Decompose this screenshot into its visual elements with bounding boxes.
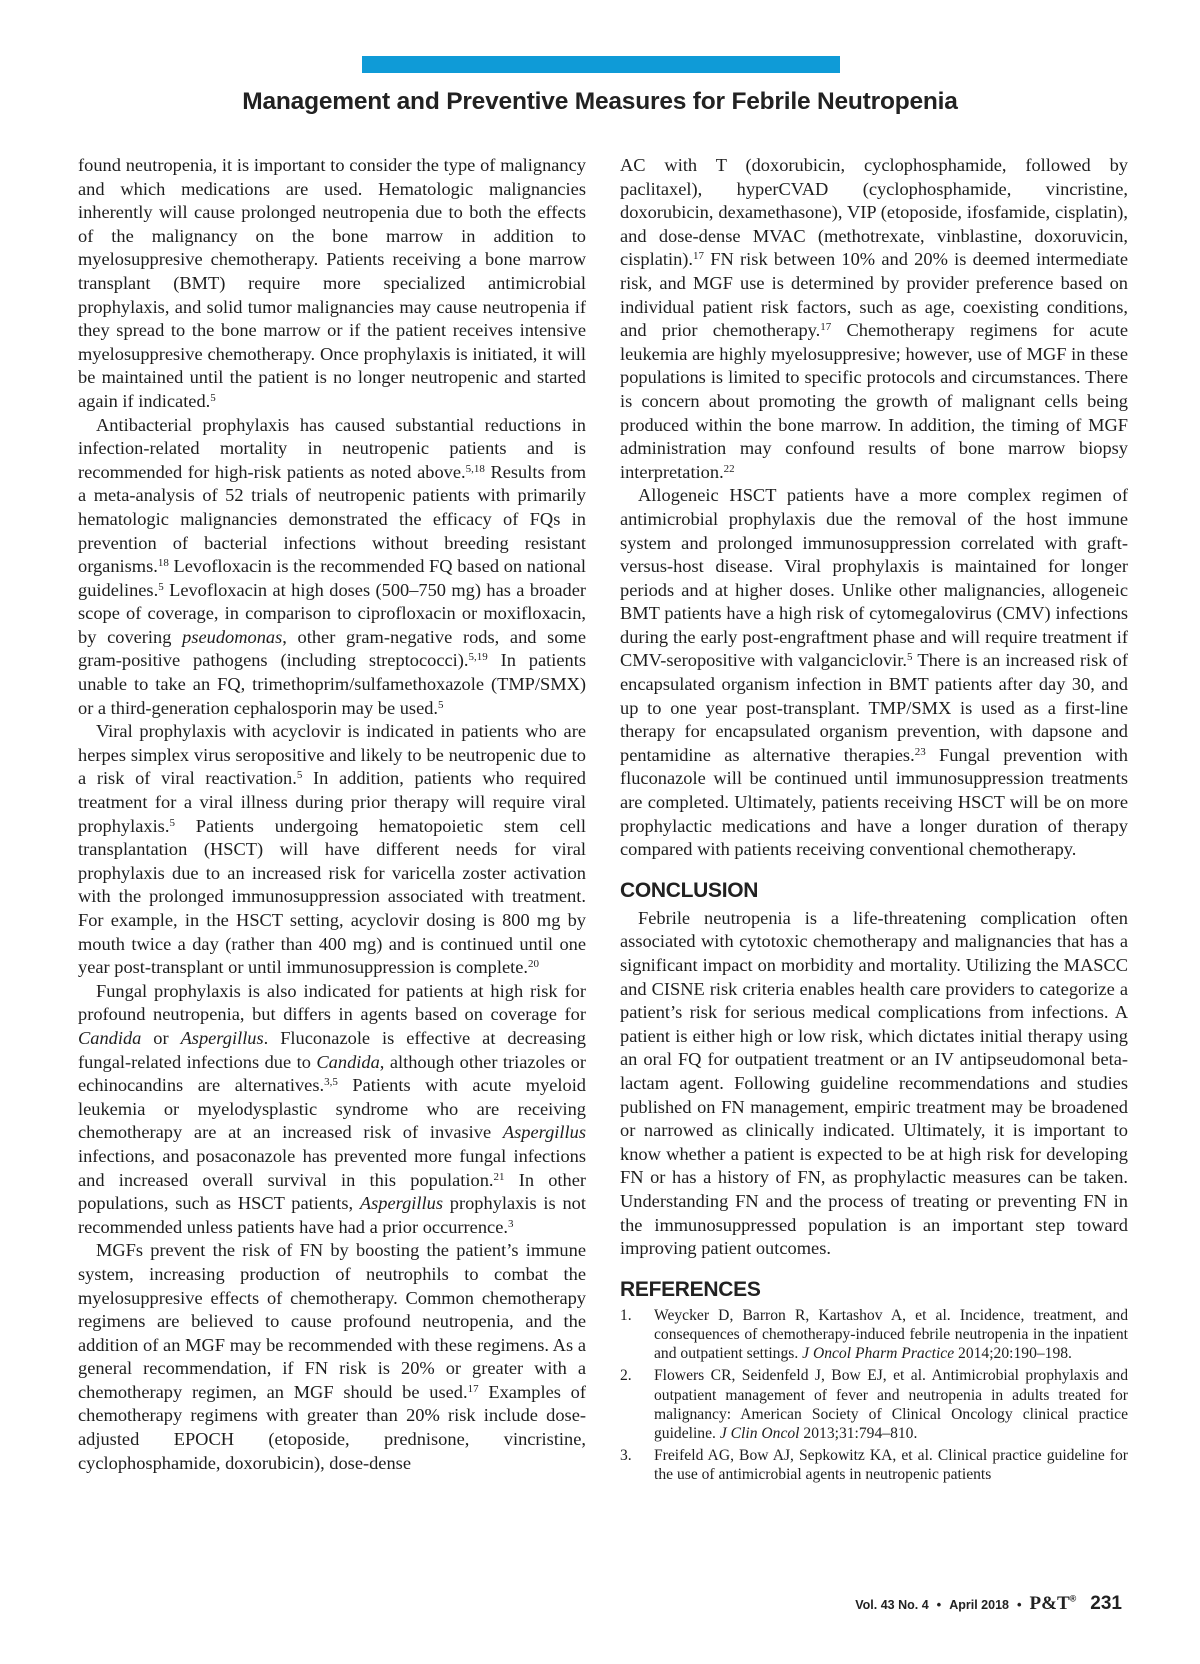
references-heading: REFERENCES	[620, 1277, 761, 1301]
paragraph: Fungal prophylaxis is also indicated for patients at high risk for profound neutropenia, but differs in agents based on coverage for Candida or Aspergillus. Fluconazole is effective at decreasing fungal-related infections due to Candida, although other triazoles or echinocandins are alternatives.$^{3,5}$ Patients with acute myeloid leukemia or myelodysplastic syndrome who are receiving chemotherapy are at an increased risk of invasive Aspergillus infections, and posaconazole has prevented more fungal infections and increased overall survival in this population.$^{21}$ In other populations, such as HSCT patients, Aspergillus prophylaxis is not recommended unless patients have had a prior occurrence.$^3$	[78, 980, 587, 1237]
left-column	[78, 154, 586, 1475]
reference-text: Flowers CR, Seidenfeld J, Bow EJ, et al. Antimicrobial prophylaxis and outpatient management of fever and neutropenia in adults treated for malignancy: American Society of Clinical Oncology clinical practice guideline. J Clin Oncol 2013;31:794–810.	[654, 1367, 1128, 1442]
reference-item	[620, 1366, 1128, 1443]
references-list	[620, 1306, 1128, 1485]
reference-item	[620, 1306, 1128, 1364]
header-accent-bar	[362, 56, 840, 73]
footer-date: April 2018	[949, 1598, 1009, 1612]
reference-text: Freifeld AG, Bow AJ, Sepkowitz KA, et al. Clinical practice guideline for the use of antimicrobial agents in neutropenic patients	[654, 1447, 1128, 1484]
paragraph: Antibacterial prophylaxis has caused substantial reductions in infection-related mortality in neutropenic patients and is recommended for high-risk patients as noted above.$^{5,18}$ Results from a meta-analysis of 52 trials of neutropenic patients with primarily hematologic malignancies demonstrated the efficacy of FQs in prevention of bacterial infections without breeding resistant organisms.$^{18}$ Levofloxacin is the recommended FQ based on national guidelines.$^5$ Levofloxacin at high doses (500–750 mg) has a broader scope of coverage, in comparison to ciprofloxacin or moxifloxacin, by covering pseudomonas, other gram-negative rods, and some gram-positive pathogens (including streptococci).$^{5,19}$ In patients unable to take an FQ, trimethoprim/sulfamethoxazole (TMP/SMX) or a third-generation cephalosporin may be used.$^5$	[78, 414, 586, 718]
paragraph: AC with T (doxorubicin, cyclophosphamide, followed by paclitaxel), hyperCVAD (cyclophosphamide, vincristine, doxorubicin, dexamethasone), VIP (etoposide, ifosfamide, cisplatin), and dose-dense MVAC (methotrexate, vinblastine, doxoruvicin, cisplatin).$^{17}$ FN risk between 10% and 20% is deemed intermediate risk, and MGF use is determined by provider preference based on individual patient risk factors, such as age, coexisting conditions, and prior chemotherapy.$^{17}$ Chemotherapy regimens for acute leukemia are highly myelosuppresive; however, use of MGF in these populations is limited to specific protocols and circumstances. There is concern about promoting the growth of malignant cells being produced within the bone marrow. In addition, the timing of MGF administration may confound results of bone marrow biopsy interpretation.$^{22}$	[620, 155, 1128, 482]
footer-journal: P&T®	[1029, 1593, 1077, 1614]
paragraph: Allogeneic HSCT patients have a more complex regimen of antimicrobial prophylaxis due the removal of the host immune system and prolonged immunosuppression correlated with graft-versus-host disease. Viral prophylaxis is maintained for longer periods and at higher doses. Unlike other malignancies, allogeneic BMT patients have a high risk of cytomegalovirus (CMV) infections during the early post-engraftment phase and will require treatment if CMV-seropositive with valganciclovir.$^5$ There is an increased risk of encapsulated organism infection in BMT patients after day 30, and up to one year post-transplant. TMP/SMX is used as a first-line therapy for encapsulated organism prevention, with dapsone and pentamidine as alternative therapies.$^{23}$ Fungal prevention with fluconazole will be continued until immunosuppression treatments are completed. Ultimately, patients receiving HSCT will be on more prophylactic medications and have a longer duration of therapy compared with patients receiving conventional chemotherapy.	[620, 485, 1128, 860]
page-footer	[855, 1593, 1122, 1615]
conclusion-heading: CONCLUSION	[620, 878, 759, 902]
paragraph: found neutropenia, it is important to consider the type of malignancy and which medications are used. Hematologic malignancies inherently will cause prolonged neutropenia due to both the effects of the malignancy on the bone marrow in addition to myelosuppresive chemotherapy. Patients receiving a bone marrow transplant (BMT) require more specialized antimicrobial prophylaxis, and solid tumor malignancies may cause neutropenia if they spread to the bone marrow or if the patient receives intensive myelosuppresive chemotherapy. Once prophylaxis is initiated, it will be maintained until the patient is no longer neutropenic and started again if indicated.$^5$	[78, 155, 586, 411]
page-number: 231	[1090, 1593, 1122, 1614]
footer-separator: •	[936, 1597, 942, 1612]
paragraph: MGFs prevent the risk of FN by boosting the patient’s immune system, increasing production of neutrophils to combat the myelosuppresive effects of chemotherapy. Common chemotherapy regimens are believed to cause profound neutropenia, and the addition of an MGF may be recommended with these regimens. As a general recommendation, if FN risk is 20% or greater with a chemotherapy regimen, an MGF should be used.$^{17}$ Examples of chemotherapy regimens with greater than 20% risk include dose-adjusted EPOCH (etoposide, prednisone, vincristine, cyclophosphamide, doxorubicin), dose-dense	[78, 1240, 586, 1473]
reference-number: 2.	[620, 1367, 632, 1385]
reference-number: 3.	[620, 1447, 632, 1465]
right-column	[620, 154, 1128, 1488]
reference-text: Weycker D, Barron R, Kartashov A, et al. Incidence, treatment, and consequences of chemotherapy-induced febrile neutropenia in the inpatient and outpatient settings. J Oncol Pharm Practice 2014;20:190–198.	[654, 1306, 1128, 1363]
reference-number: 1.	[620, 1306, 632, 1324]
reference-item	[620, 1446, 1128, 1484]
conclusion-paragraph: Febrile neutropenia is a life-threatening complication often associated with cytotoxic chemotherapy and malignancies that has a significant impact on morbidity and mortality. Utilizing the MASCC and CISNE risk criteria enables health care providers to categorize a patient’s risk for serious medical complications from infections. A patient is either high or low risk, which dictates initial therapy using an oral FQ for outpatient treatment or an IV antipseudomonal beta-lactam agent. Following guideline recommendations and studies published on FN management, empiric treatment may be broadened or narrowed as clinically indicated. Ultimately, it is important to know whether a patient is expected to be at high risk for developing FN or has a history of FN, as prophylactic measures can be taken. Understanding FN and the process of treating or preventing FN in the immunosuppressed population is an important step toward improving patient outcomes.	[620, 907, 1128, 1259]
footer-issue: Vol. 43 No. 4	[855, 1598, 929, 1612]
paragraph: Viral prophylaxis with acyclovir is indicated in patients who are herpes simplex virus seropositive and likely to be neutropenic due to a risk of viral reactivation.$^5$ In addition, patients who required treatment for a viral illness during prior therapy will require viral prophylaxis.$^5$ Patients undergoing hematopoietic stem cell transplantation (HSCT) will have different needs for viral prophylaxis due to an increased risk for varicella zoster activation with the prolonged immunosuppression associated with treatment. For example, in the HSCT setting, acyclovir dosing is 800 mg by mouth twice a day (rather than 400 mg) and is continued until one year post-transplant or until immunosuppression is complete.$^{20}$	[78, 721, 586, 978]
page-title: Management and Preventive Measures for Febrile Neutropenia	[242, 88, 958, 115]
footer-separator: •	[1016, 1597, 1022, 1612]
